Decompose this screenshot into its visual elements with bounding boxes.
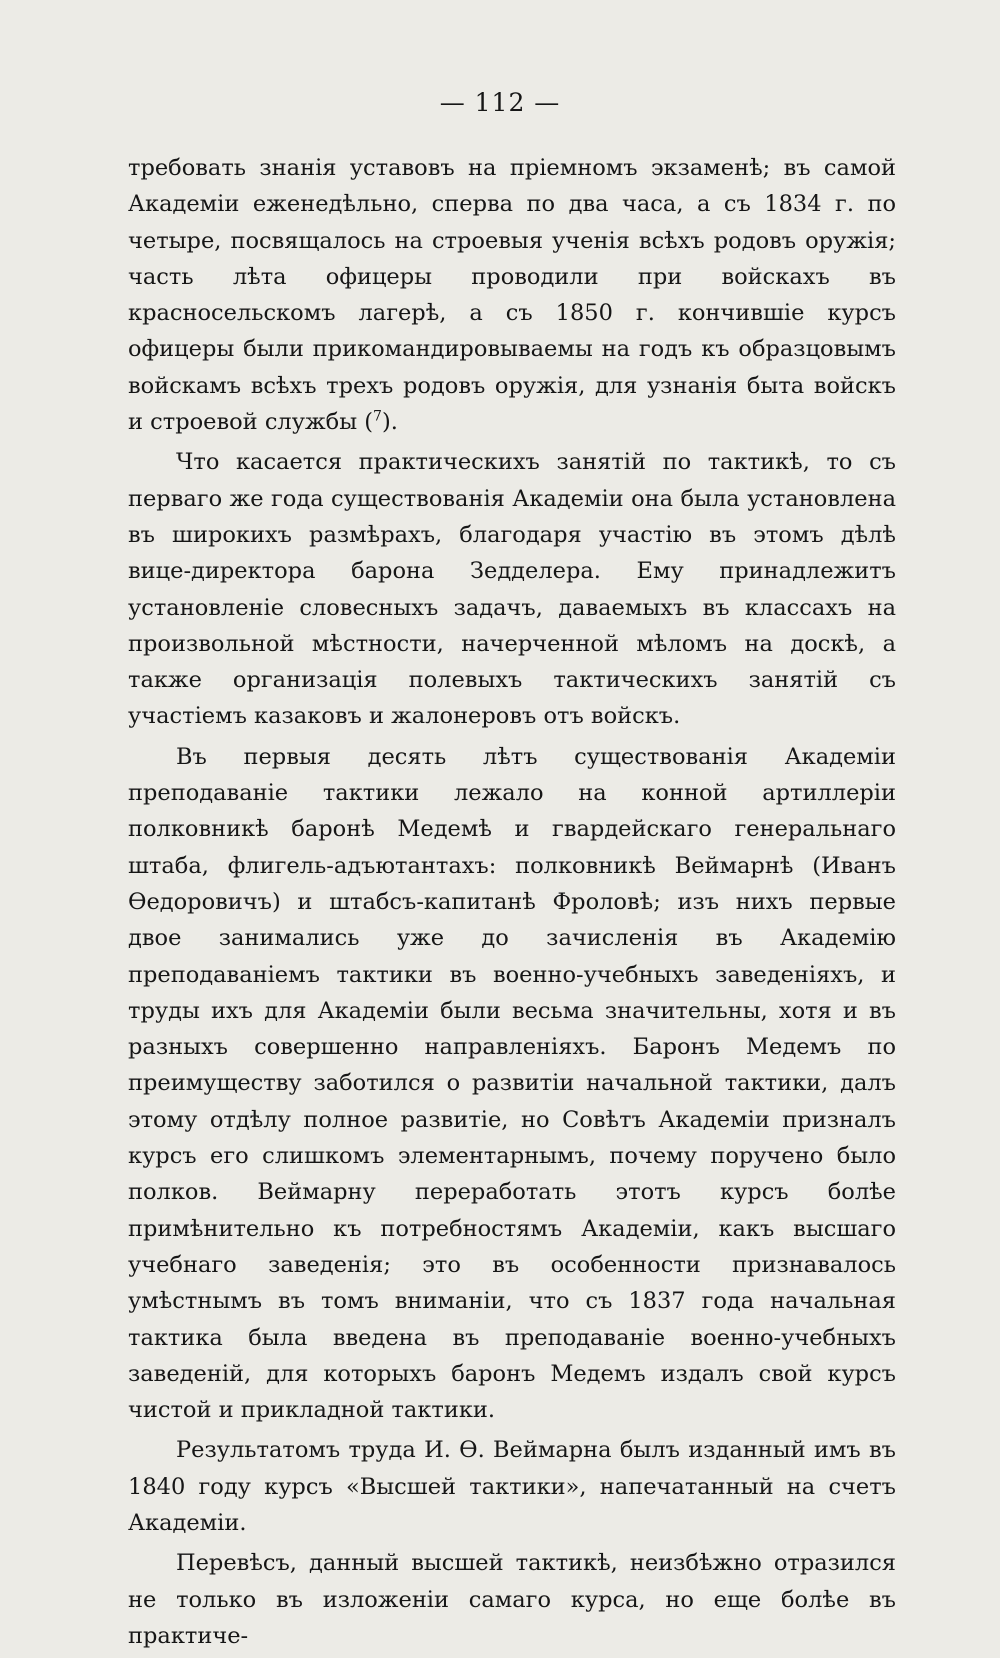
paragraph-4: Результатомъ труда И. Ө. Веймарна былъ изданный имъ въ 1840 году курсъ «Высшей тактики», напечатанный на счетъ Академіи. <box>128 1437 896 1536</box>
paragraph-1-tail: ). <box>381 409 398 436</box>
paragraph-1-text: требовать знанія уставовъ на пріемномъ экзаменѣ; въ самой Академіи еженедѣльно, сперва по два часа, а съ 1834 г. по четыре, посвящалось на строевыя ученія всѣхъ родовъ оружія; часть лѣта офицеры проводили при войскахъ въ красносельскомъ лагерѣ, а съ 1850 г. кончившіе курсъ офицеры были прикомандировываемы на годъ къ образцовымъ войскамъ всѣхъ трехъ родовъ оружія, для узнанія быта войскъ и строевой службы ( <box>128 155 896 436</box>
paragraph-1 <box>128 150 896 440</box>
paragraph-2: Что касается практическихъ занятій по тактикѣ, то съ перваго же года существованія Академіи она была установлена въ широкихъ размѣрахъ, благодаря участію въ этомъ дѣлѣ вице-директора барона Зедделера. Ему принадлежитъ установленіе словесныхъ задачъ, даваемыхъ въ классахъ на произвольной мѣстности, начерченной мѣломъ на доскѣ, а также организація полевыхъ тактическихъ занятій съ участіемъ казаковъ и жалонеровъ отъ войскъ. <box>128 449 896 730</box>
paragraph-5: Перевѣсъ, данный высшей тактикѣ, неизбѣжно отразился не только въ изложеніи самаго курса, но еще болѣе въ практиче- <box>128 1550 896 1649</box>
footnote-reference[interactable]: 7 <box>373 408 382 425</box>
paragraph-3: Въ первыя десять лѣтъ существованія Академіи преподаваніе тактики лежало на конной артиллеріи полковникѣ баронѣ Медемѣ и гвардейскаго генеральнаго штаба, флигель-адъютантахъ: полковникѣ Веймарнѣ (Иванъ Өедоровичъ) и штабсъ-капитанѣ Фроловѣ; изъ нихъ первые двое занимались уже до зачисленія въ Академію преподаваніемъ тактики въ военно-учебныхъ заведеніяхъ, и труды ихъ для Академіи были весьма значительны, хотя и въ разныхъ совершенно направленіяхъ. Баронъ Медемъ по преимуществу заботился о развитіи начальной тактики, далъ этому отдѣлу полное развитіе, но Совѣтъ Академіи призналъ курсъ его слишкомъ элементарнымъ, почему поручено было полков. Веймарну переработать этотъ курсъ болѣе примѣнительно къ потребностямъ Академіи, какъ высшаго учебнаго заведенія; это въ особенности признавалось умѣстнымъ въ томъ вниманіи, что съ 1837 года начальная тактика была введена въ преподаваніе военно-учебныхъ заведеній, для которыхъ баронъ Медемъ издалъ свой курсъ чистой и прикладной тактики. <box>128 743 896 1424</box>
page-number: — 112 — <box>439 88 561 117</box>
page-body <box>128 150 896 1658</box>
